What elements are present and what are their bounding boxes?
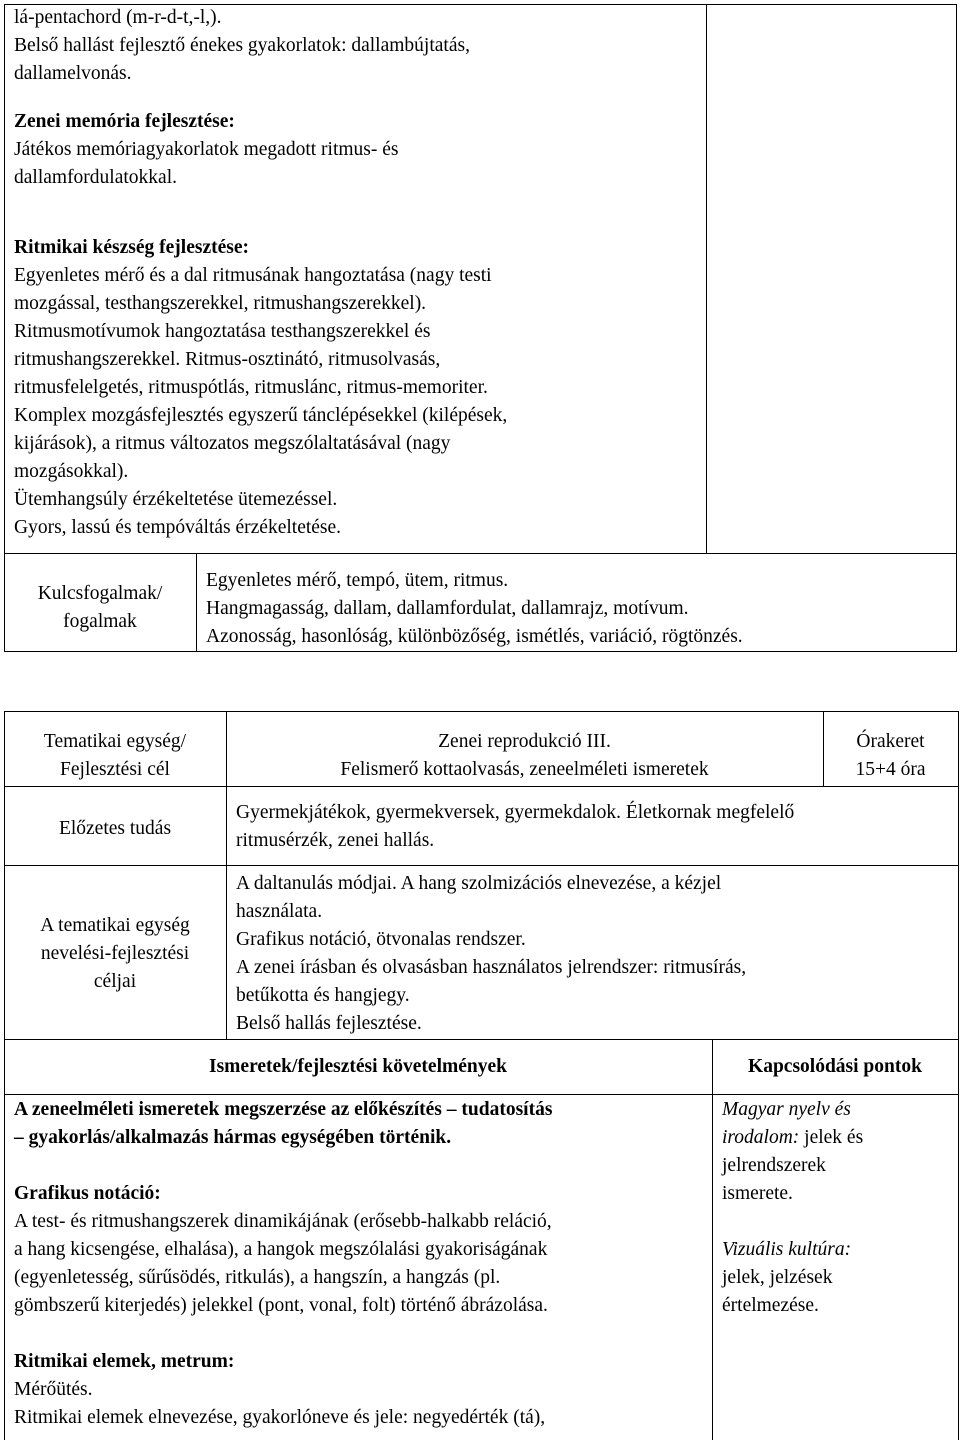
text-line: a hang kicsengése, elhalása), a hangok megszólalási gyakoriságának [14, 1239, 548, 1260]
text-line: (egyenletesség, sűrűsödés, ritkulás), a hangszín, a hangzás (pl. [14, 1267, 501, 1288]
text-line: jelek, jelzések [722, 1267, 833, 1288]
text-line: Mérőütés. [14, 1379, 93, 1400]
text-line: ritmushangszerekkel. Ritmus-osztinátó, ritmusolvasás, [14, 349, 441, 370]
text-line: Egyenletes mérő és a dal ritmusának hangoztatása (nagy testi [14, 265, 492, 286]
top-content-cell [14, 4, 702, 542]
text-line: értelmezése. [722, 1295, 819, 1316]
text-line: mozgással, testhangszerekkel, ritmushangszerekkel). [14, 293, 427, 314]
connections-content [722, 1096, 954, 1320]
text-line: Gyermekjátékok, gyermekversek, gyermekdalok. Életkornak megfelelő [236, 802, 795, 823]
text-line: ismerete. [722, 1183, 793, 1204]
text-line: jelek és [799, 1127, 864, 1148]
text-line: A test- és ritmushangszerek dinamikájának (erősebb-halkabb reláció, [14, 1211, 552, 1232]
subject-name: irodalom: [722, 1127, 800, 1148]
text-line: A daltanulás módjai. A hang szolmizációs elnevezése, a kézjel [236, 873, 722, 894]
text-line: A zenei írásban és olvasásban használatos jelrendszer: ritmusírás, [236, 957, 747, 978]
text-line: Játékos memóriagyakorlatok megadott ritmus- és [14, 139, 399, 160]
text-line: ritmusérzék, zenei hallás. [236, 830, 435, 851]
intro-line: A zeneelméleti ismeretek megszerzése az előkészítés – tudatosítás [14, 1099, 553, 1120]
subject-name: Vizuális kultúra: [722, 1239, 852, 1260]
text-line: mozgásokkal). [14, 461, 129, 482]
text-line: Grafikus notáció, ötvonalas rendszer. [236, 929, 526, 950]
hours-allocation: Órakeret 15+4 óra [855, 731, 926, 780]
text-line: Ütemhangsúly érzékeltetése ütemezéssel. [14, 489, 338, 510]
text-line: Ritmusmotívumok hangoztatása testhangszerekkel és [14, 321, 431, 342]
keywords-label: Kulcsfogalmak/ fogalmak [37, 583, 163, 632]
connections-header: Kapcsolódási pontok [748, 1056, 922, 1077]
goals-content [236, 870, 952, 1038]
text-line: Ritmikai elemek elnevezése, gyakorlóneve és jele: negyedérték (tá), [14, 1407, 546, 1428]
memory-heading: Zenei memória fejlesztése: [14, 111, 235, 132]
text-line: kijárások), a ritmus változatos megszólaltatásával (nagy [14, 433, 451, 454]
goals-label: A tematikai egység nevelési-fejlesztési céljai [40, 915, 190, 992]
rhythm-elements-heading: Ritmikai elemek, metrum: [14, 1351, 235, 1372]
text-line: Gyors, lassú és tempóváltás érzékeltetése. [14, 517, 342, 538]
prior-knowledge-content [236, 799, 952, 855]
text-line: Belső hallás fejlesztése. [236, 1013, 422, 1034]
rhythm-heading: Ritmikai készség fejlesztése: [14, 237, 249, 258]
intro-line: – gyakorlás/alkalmazás hármas egységében történik. [14, 1127, 452, 1148]
text-line: jelrendszerek [722, 1155, 826, 1176]
text-line: Egyenletes mérő, tempó, ütem, ritmus. [206, 570, 509, 591]
notation-heading: Grafikus notáció: [14, 1183, 161, 1204]
text-line: ritmusfelelgetés, ritmuspótlás, ritmuslánc, ritmus-memoriter. [14, 377, 488, 398]
text-line: betűkotta és hangjegy. [236, 985, 410, 1006]
prior-knowledge-label: Előzetes tudás [58, 818, 172, 839]
text-line: dallamelvonás. [14, 63, 132, 84]
unit-label: Tematikai egység/ Fejlesztési cél [43, 731, 187, 780]
requirements-content [14, 1096, 702, 1432]
unit-title: Zenei reprodukció III. Felismerő kottaolvasás, zeneelméleti ismeretek [340, 731, 709, 780]
text-line: Komplex mozgásfejlesztés egyszerű tánclépésekkel (kilépések, [14, 405, 508, 426]
text-line: gömbszerű kiterjedés) jelekkel (pont, vonal, folt) történő ábrázolása. [14, 1295, 548, 1316]
text-line: dallamfordulatokkal. [14, 167, 177, 188]
requirements-header: Ismeretek/fejlesztési követelmények [209, 1056, 507, 1077]
text-line: Hangmagasság, dallam, dallamfordulat, dallamrajz, motívum. [206, 598, 689, 619]
text-line: Azonosság, hasonlóság, különbözőség, ismétlés, variáció, rögtönzés. [206, 626, 743, 647]
keywords-content [206, 567, 952, 651]
text-line: Belső hallást fejlesztő énekes gyakorlatok: dallambújtatás, [14, 35, 470, 56]
subject-name: Magyar nyelv és [722, 1099, 851, 1120]
text-line: használata. [236, 901, 323, 922]
text-line: lá-pentachord (m-r-d-t,-l,). [14, 7, 222, 28]
